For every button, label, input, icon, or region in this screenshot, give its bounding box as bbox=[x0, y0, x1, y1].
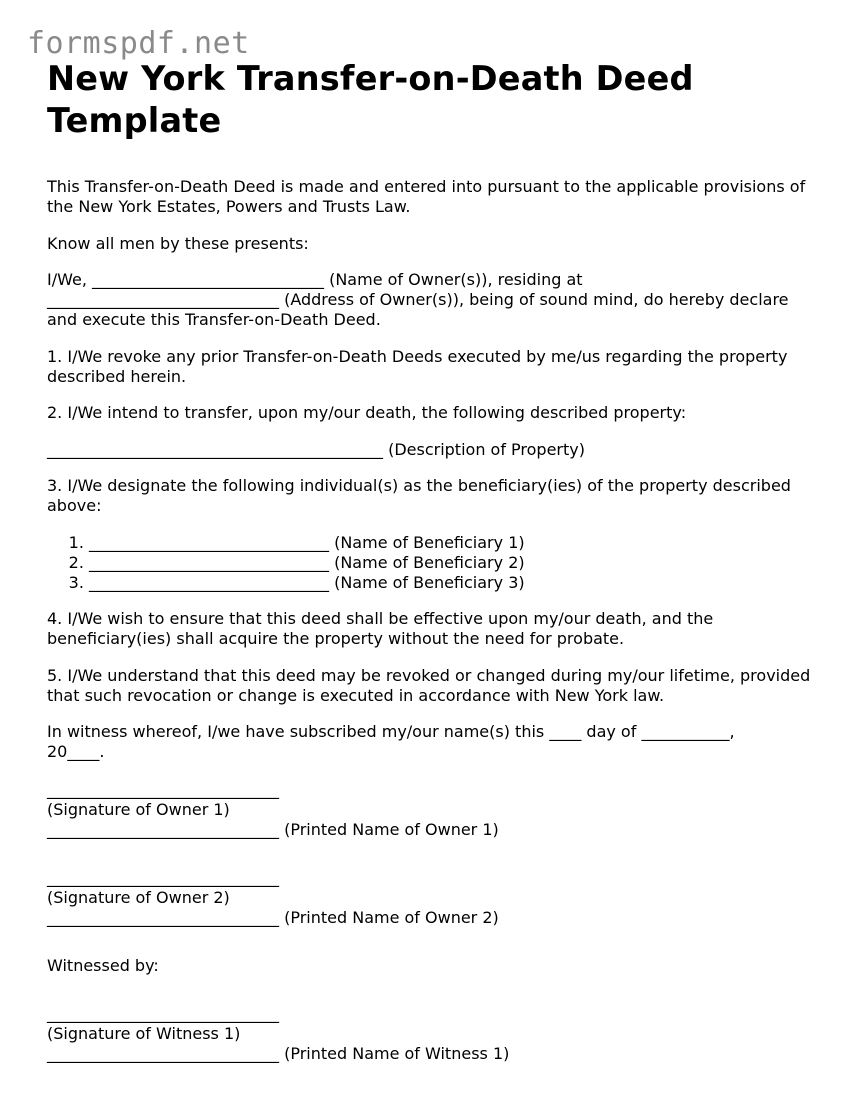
declaration-paragraph: I/We, _____________________________ (Name of Owner(s)), residing at _____________________________ (Address of Owner(s)), being of sound mind, do hereby declare and execute this Transfer-on-Death Deed. bbox=[47, 270, 789, 329]
intro-paragraph: This Transfer-on-Death Deed is made and entered into pursuant to the applicable provisions of the New York Estates, Powers and Trusts Law. bbox=[47, 177, 806, 216]
witness-whereof-paragraph: In witness whereof, I/we have subscribed my/our name(s) this ____ day of ___________, 20____. bbox=[47, 722, 735, 761]
beneficiary-item: 2. ______________________________ (Name of Beneficiary 2) bbox=[89, 553, 817, 573]
owner-2-signature-block: _____________________________ (Signature of Owner 2) _____________________________ (Printed Name of Owner 2) bbox=[47, 868, 499, 927]
clause-3: 3. I/We designate the following individual(s) as the beneficiary(ies) of the property described above: bbox=[47, 476, 791, 515]
witness-1-signature-block: _____________________________ (Signature of Witness 1) _____________________________ (Printed Name of Witness 1) bbox=[47, 1004, 510, 1063]
document-body bbox=[47, 177, 817, 1064]
property-description-line: __________________________________________ (Description of Property) bbox=[47, 439, 585, 459]
document bbox=[47, 58, 817, 1092]
beneficiary-item: 1. ______________________________ (Name of Beneficiary 1) bbox=[89, 533, 817, 553]
owner-1-signature-block: _____________________________ (Signature of Owner 1) _____________________________ (Printed Name of Owner 1) bbox=[47, 780, 499, 839]
clause-4: 4. I/We wish to ensure that this deed shall be effective upon my/our death, and the beneficiary(ies) shall acquire the property without the need for probate. bbox=[47, 609, 714, 648]
witnessed-by-label: Witnessed by: bbox=[47, 956, 159, 975]
know-all-paragraph: Know all men by these presents: bbox=[47, 233, 309, 253]
clause-1: 1. I/We revoke any prior Transfer-on-Death Deeds executed by me/us regarding the property described herein. bbox=[47, 346, 788, 386]
clause-2: 2. I/We intend to transfer, upon my/our death, the following described property: bbox=[47, 403, 687, 422]
page-title: New York Transfer-on-Death Deed Template bbox=[47, 59, 694, 140]
beneficiary-item: 3. ______________________________ (Name of Beneficiary 3) bbox=[89, 573, 817, 593]
beneficiary-list bbox=[47, 533, 817, 593]
watermark: formspdf.net bbox=[27, 26, 250, 61]
clause-5: 5. I/We understand that this deed may be revoked or changed during my/our lifetime, provided that such revocation or change is executed in accordance with New York law. bbox=[47, 665, 811, 705]
